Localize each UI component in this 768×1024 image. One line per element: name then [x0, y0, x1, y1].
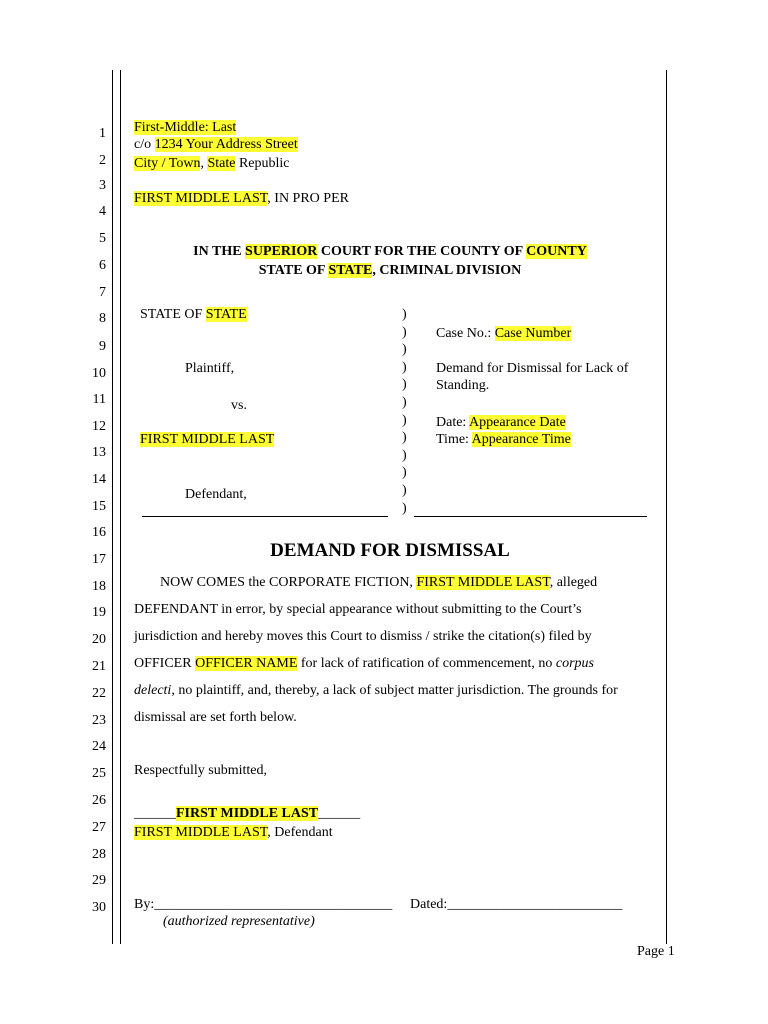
document-main-title: DEMAND FOR DISMISSAL — [270, 540, 510, 561]
body-line-6: dismissal are set forth below. — [134, 710, 297, 725]
appearance-time-value: Appearance Time — [471, 432, 571, 447]
body-line-4: OFFICER OFFICER NAME for lack of ratification of commencement, no corpus — [134, 656, 595, 671]
body-officer-name: OFFICER NAME — [195, 656, 298, 671]
right-margin-line — [666, 70, 667, 944]
caption-paren: ) — [402, 483, 407, 498]
line-number: 7 — [99, 285, 106, 300]
court-heading-line-2: STATE OF STATE, CRIMINAL DIVISION — [258, 263, 522, 278]
line-number: 26 — [92, 793, 106, 808]
line-number: 13 — [92, 445, 106, 460]
caption-paren: ) — [402, 501, 407, 516]
caption-paren: ) — [402, 413, 407, 428]
page-number: Page 1 — [637, 944, 675, 959]
caption-underline-left — [142, 516, 388, 517]
authorized-representative: (authorized representative) — [163, 914, 315, 929]
line-number: 27 — [92, 820, 106, 835]
caption-paren: ) — [402, 377, 407, 392]
line-number: 8 — [99, 311, 106, 326]
line-number: 25 — [92, 766, 106, 781]
court-state: STATE — [328, 263, 373, 278]
dated-line: Dated:_________________________ — [410, 897, 623, 912]
left-margin-line-outer — [112, 70, 113, 944]
header-name-text: First-Middle: Last — [134, 120, 237, 135]
line-number: 9 — [99, 339, 106, 354]
line-number: 17 — [92, 552, 106, 567]
caption-paren: ) — [402, 360, 407, 375]
appearance-date: Date: Appearance Date — [436, 415, 566, 430]
header-name — [134, 120, 236, 136]
signature-name: FIRST MIDDLE LAST — [176, 806, 319, 821]
line-number: 30 — [92, 900, 106, 915]
line-number: 23 — [92, 713, 106, 728]
line-number: 19 — [92, 605, 106, 620]
caption-state: STATE — [205, 307, 247, 322]
appearance-date-value: Appearance Date — [469, 415, 566, 430]
respectfully-submitted: Respectfully submitted, — [134, 763, 267, 778]
line-number: 10 — [92, 366, 106, 381]
header-city-state: City / Town, State Republic — [134, 156, 290, 171]
caption-paren: ) — [402, 307, 407, 322]
header-party-name: FIRST MIDDLE LAST — [134, 191, 268, 206]
header-address: c/o 1234 Your Address Street — [134, 137, 298, 152]
header-party: FIRST MIDDLE LAST, IN PRO PER — [134, 191, 349, 206]
line-number: 4 — [99, 204, 106, 219]
case-number-value: Case Number — [494, 326, 572, 341]
caption-paren: ) — [402, 325, 407, 340]
court-superior: SUPERIOR — [245, 244, 318, 259]
line-number: 29 — [92, 873, 106, 888]
caption-state-of: STATE OF STATE — [140, 307, 247, 322]
body-defendant-name: FIRST MIDDLE LAST — [416, 575, 550, 590]
document-title-line-1: Demand for Dismissal for Lack of — [436, 361, 629, 376]
line-number: 21 — [92, 659, 106, 674]
case-number: Case No.: Case Number — [436, 326, 572, 341]
header-city: City / Town — [134, 156, 201, 171]
caption-paren: ) — [402, 395, 407, 410]
caption-defendant-name: FIRST MIDDLE LAST — [140, 432, 275, 447]
court-county: COUNTY — [526, 244, 587, 259]
line-number: 1 — [99, 126, 106, 141]
line-number: 28 — [92, 847, 106, 862]
caption-paren: ) — [402, 430, 407, 445]
signature-line: ______FIRST MIDDLE LAST______ — [134, 806, 361, 821]
line-number: 22 — [92, 686, 106, 701]
line-number: 5 — [99, 231, 106, 246]
line-number: 6 — [99, 258, 106, 273]
by-line: By:__________________________________ — [134, 897, 393, 912]
body-line-1: NOW COMES the CORPORATE FICTION, FIRST MIDDLE LAST, alleged — [160, 575, 598, 590]
line-number: 15 — [92, 499, 106, 514]
header-state: State — [207, 156, 236, 171]
line-number: 3 — [99, 178, 106, 193]
signer-name-line: FIRST MIDDLE LAST, Defendant — [134, 825, 333, 840]
signer-name: FIRST MIDDLE LAST — [134, 825, 268, 840]
line-number: 16 — [92, 525, 106, 540]
caption-paren: ) — [402, 465, 407, 480]
line-number: 11 — [92, 392, 106, 407]
line-number: 24 — [92, 739, 106, 754]
caption-defendant: Defendant, — [185, 487, 247, 502]
body-line-3: jurisdiction and hereby moves this Court to dismiss / strike the citation(s) filed by — [134, 629, 592, 644]
caption-underline-right — [414, 516, 647, 517]
body-line-2: DEFENDANT in error, by special appearance without submitting to the Court’s — [134, 602, 582, 617]
line-number: 14 — [92, 472, 106, 487]
caption-plaintiff: Plaintiff, — [185, 361, 235, 376]
line-number: 20 — [92, 632, 106, 647]
caption-vs: vs. — [231, 398, 247, 413]
line-number: 2 — [99, 153, 106, 168]
header-address-text: 1234 Your Address Street — [154, 137, 298, 152]
left-margin-line-inner — [120, 70, 121, 944]
line-number: 18 — [92, 579, 106, 594]
caption-paren: ) — [402, 448, 407, 463]
body-line-5: delecti, no plaintiff, and, thereby, a lack of subject matter jurisdiction. The grounds for — [134, 683, 618, 698]
court-heading-line-1: IN THE SUPERIOR COURT FOR THE COUNTY OF COUNTY — [193, 244, 587, 259]
caption-paren: ) — [402, 342, 407, 357]
document-title-line-2: Standing. — [436, 378, 490, 393]
appearance-time: Time: Appearance Time — [436, 432, 571, 447]
line-number: 12 — [92, 419, 106, 434]
